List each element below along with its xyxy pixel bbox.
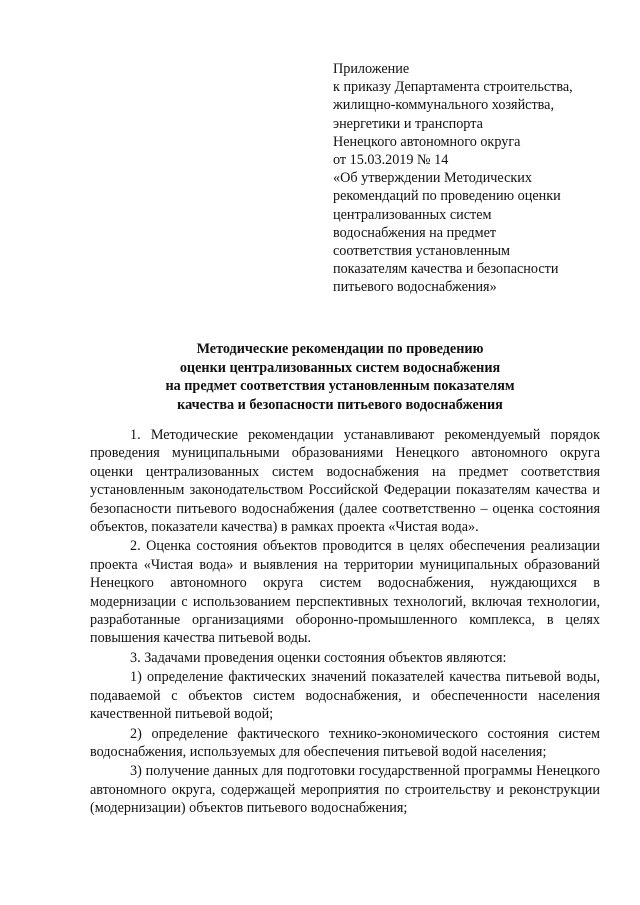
title-line: качества и безопасности питьевого водоснабжения — [177, 396, 503, 413]
annex-block — [333, 60, 613, 297]
list-item-1: 1) определение фактических значений показателей качества питьевой воды, подаваемой с объектов систем водоснабжения, и обеспеченности населения качественной питьевой водой; — [90, 669, 600, 723]
list-item-2: 2) определение фактического технико-экономического состояния систем водоснабжения, используемых для обеспечения питьевой водой населения; — [90, 725, 600, 760]
annex-line: Приложение — [333, 61, 410, 77]
annex-line: от 15.03.2019 № 14 — [333, 152, 449, 169]
title-line: Методические рекомендации по проведению — [196, 341, 484, 357]
title-line: на предмет соответствия установленным показателям — [165, 378, 515, 395]
annex-line: энергетики и транспорта — [333, 115, 483, 132]
title-line: оценки централизованных систем водоснабжения — [179, 359, 501, 376]
paragraph-2: 2. Оценка состояния объектов проводится в целях обеспечения реализации проекта «Чистая вода» и выявления на территории муниципальных образований Ненецкого автономного округа систем водоснабжения, нуждающихся в модернизации с использованием перспективных технологий, включая технологии, разработанные организациями оборонно-промышленного комплекса, в целях повышения качества питьевой воды. — [90, 538, 600, 647]
paragraph-1: 1. Методические рекомендации устанавливают рекомендуемый порядок проведения муниципальными образованиями Ненецкого автономного округа оценки централизованных систем водоснабжения на предмет соответствия установленным законодательством Российской Федерации показателям качества и безопасности питьевого водоснабжения (далее соответственно – оценка состояния объектов, показатели качества) в рамках проекта «Чистая вода». — [90, 427, 600, 536]
annex-line: централизованных систем — [333, 206, 492, 223]
annex-line: «Об утверждении Методических — [333, 170, 532, 187]
annex-line: жилищно-коммунального хозяйства, — [333, 97, 555, 114]
annex-line: питьевого водоснабжения» — [333, 279, 497, 296]
annex-line: Ненецкого автономного округа — [333, 133, 521, 150]
annex-line: водоснабжения на предмет — [333, 224, 497, 241]
paragraph-3: 3. Задачами проведения оценки состояния объектов являются: — [130, 649, 507, 666]
document-title — [70, 340, 610, 414]
annex-line: к приказу Департамента строительства, — [333, 79, 573, 96]
list-item-3: 3) получение данных для подготовки государственной программы Ненецкого автономного округа, содержащей мероприятия по строительству и реконструкции (модернизации) объектов питьевого водоснабжения; — [90, 763, 600, 817]
annex-line: показателям качества и безопасности — [333, 261, 559, 278]
annex-line: соответствия установленным — [333, 243, 510, 260]
annex-line: рекомендаций по проведению оценки — [333, 188, 561, 205]
document-body — [90, 426, 600, 819]
